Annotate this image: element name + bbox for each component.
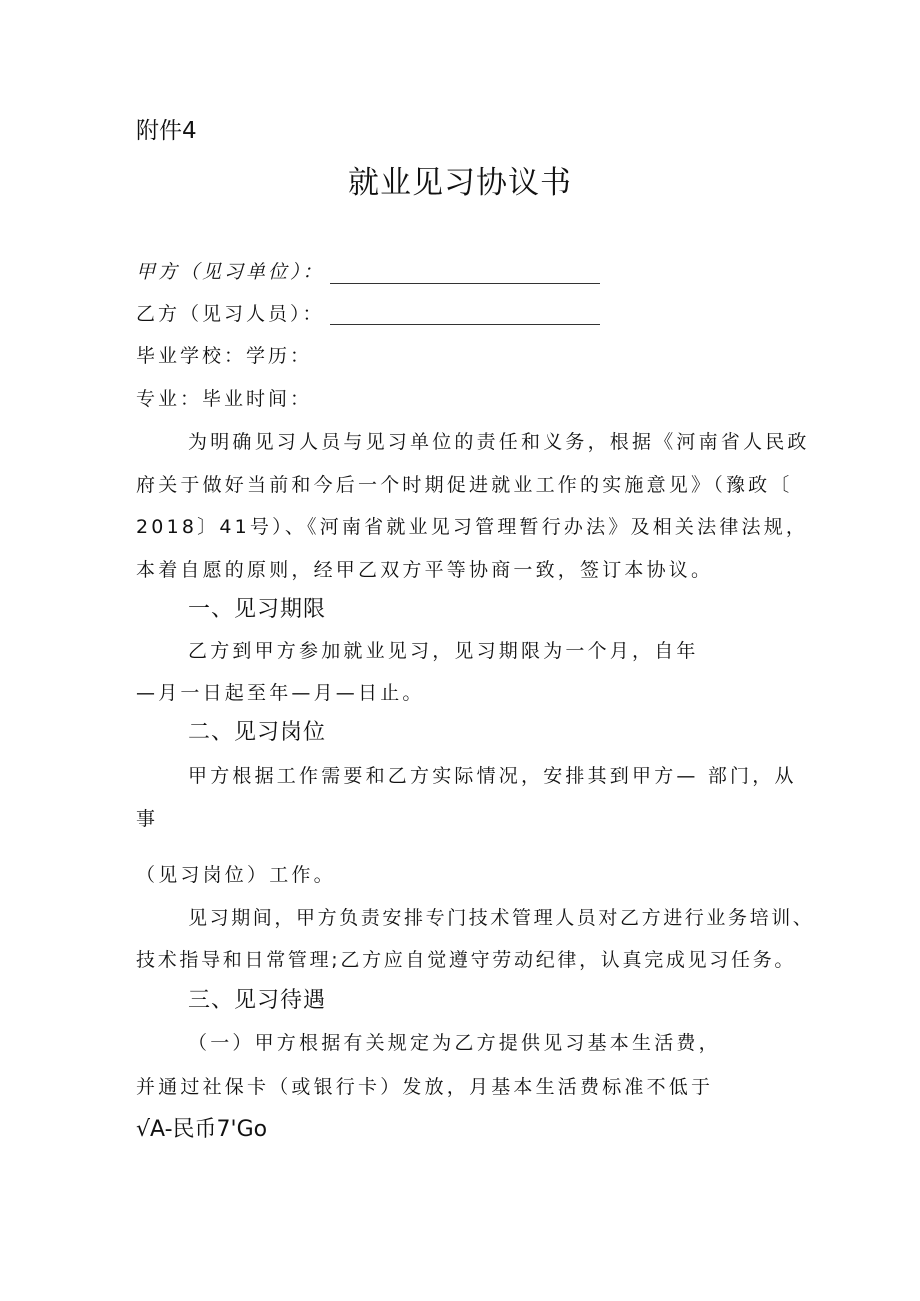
section-2-line-3: （见习岗位）工作。 <box>136 864 336 886</box>
section-1-heading: 一、见习期限 <box>188 597 327 622</box>
annex-label: 附件4 <box>136 118 197 144</box>
party-a-fill-line <box>330 283 600 284</box>
major-graduation-label: 专业：毕业时间： <box>136 388 313 410</box>
document-title: 就业见习协议书 <box>348 165 572 201</box>
section-2-line-2: 事 <box>136 808 159 830</box>
intro-line-3: 2018〕41号）、《河南省就业见习管理暂行办法》及相关法律法规， <box>136 516 809 538</box>
section-2-line-5: 技术指导和日常管理;乙方应自觉遵守劳动纪律，认真完成见习任务。 <box>136 949 797 971</box>
section-3-heading: 三、见习待遇 <box>188 988 327 1013</box>
section-2-heading: 二、见习岗位 <box>188 720 327 745</box>
section-3-line-3: √A-民币7'Go <box>136 1117 268 1142</box>
section-3-line-1: （一）甲方根据有关规定为乙方提供见习基本生活费， <box>188 1032 721 1054</box>
intro-line-2: 府关于做好当前和今后一个时期促进就业工作的实施意见》（豫政〔 <box>136 474 793 496</box>
section-1-line-2: —月一日起至年—月—日止。 <box>136 682 425 704</box>
intro-line-1: 为明确见习人员与见习单位的责任和义务，根据《河南省人民政 <box>188 431 810 453</box>
section-1-line-1: 乙方到甲方参加就业见习，见习期限为一个月，自年 <box>188 640 699 662</box>
intro-line-4: 本着自愿的原则，经甲乙双方平等协商一致，签订本协议。 <box>136 559 714 581</box>
section-2-line-4: 见习期间，甲方负责安排专门技术管理人员对乙方进行业务培训、 <box>188 907 815 929</box>
party-b-label: 乙方（见习人员）： <box>136 303 325 325</box>
section-3-line-2: 并通过社保卡（或银行卡）发放，月基本生活费标准不低于 <box>136 1076 714 1098</box>
party-a-label: 甲方（见习单位）： <box>136 261 325 283</box>
section-2-line-1: 甲方根据工作需要和乙方实际情况，安排其到甲方— 部门，从 <box>188 765 797 787</box>
party-b-fill-line <box>330 324 600 325</box>
school-degree-label: 毕业学校：学历： <box>136 345 313 367</box>
